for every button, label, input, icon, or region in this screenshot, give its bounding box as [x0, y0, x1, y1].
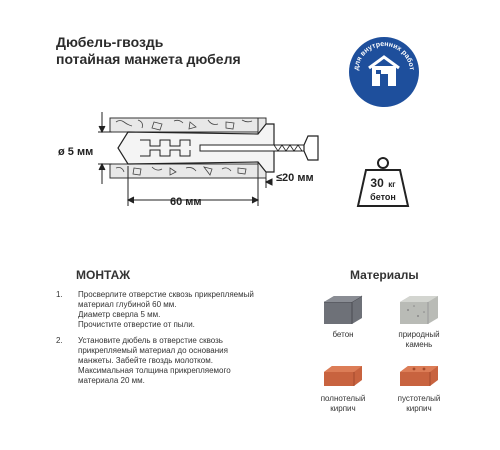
weight-unit: кг [388, 180, 396, 189]
material-label: кирпич [406, 404, 432, 413]
step-line: материал глубиной 60 мм. [78, 300, 177, 309]
step-number: 2. [56, 336, 63, 345]
material-label: полнотелый [320, 394, 366, 403]
indoor-use-badge [348, 36, 420, 108]
weight-material: бетон [370, 192, 396, 202]
materials-heading: Материалы [350, 268, 419, 282]
material-solid-brick [314, 364, 372, 414]
badge-text: для внутренних работ [353, 40, 415, 71]
natural-stone-icon [396, 294, 442, 326]
material-label: кирпич [330, 404, 356, 413]
step-line: Просверлите отверстие сквозь прикрепляемый [78, 290, 254, 299]
step-line: Диаметр сверла 5 мм. [78, 310, 161, 319]
hollow-brick-icon [396, 364, 442, 390]
step-1 [56, 290, 286, 330]
step-line: Максимальная толщина прикрепляемого [78, 366, 231, 375]
thickness-dimension [258, 178, 272, 188]
material-label: бетон [332, 330, 354, 339]
weight-value: 30 [370, 176, 384, 190]
product-title: Дюбель-гвоздь [56, 34, 164, 50]
material-natural-stone [390, 294, 448, 350]
material-hollow-brick [390, 364, 448, 414]
mounting-heading: МОНТАЖ [76, 268, 131, 282]
solid-brick-icon [320, 364, 366, 390]
step-line: Установите дюбель в отверстие сквозь [78, 336, 223, 345]
step-line: манжеты. Забейте гвоздь молотком. [78, 356, 213, 365]
weight-text [354, 177, 412, 203]
material-concrete [314, 294, 372, 340]
step-2 [56, 336, 286, 386]
length-label: 60 мм [170, 196, 202, 208]
thickness-label: ≤20 мм [276, 172, 314, 184]
step-line: Прочистите отверстие от пыли. [78, 320, 195, 329]
diameter-label: ø 5 мм [58, 146, 94, 158]
material-label: природный [398, 330, 440, 339]
concrete-block-icon [320, 294, 366, 326]
step-number: 1. [56, 290, 63, 299]
step-line: прикрепляемый материал до основания [78, 346, 228, 355]
mounting-steps [56, 290, 286, 392]
material-label: пустотелый [397, 394, 441, 403]
step-line: материала 20 мм. [78, 376, 145, 385]
dowel-diagram [90, 110, 330, 210]
product-subtitle: потайная манжета дюбеля [56, 51, 241, 67]
material-label: камень [405, 340, 433, 349]
